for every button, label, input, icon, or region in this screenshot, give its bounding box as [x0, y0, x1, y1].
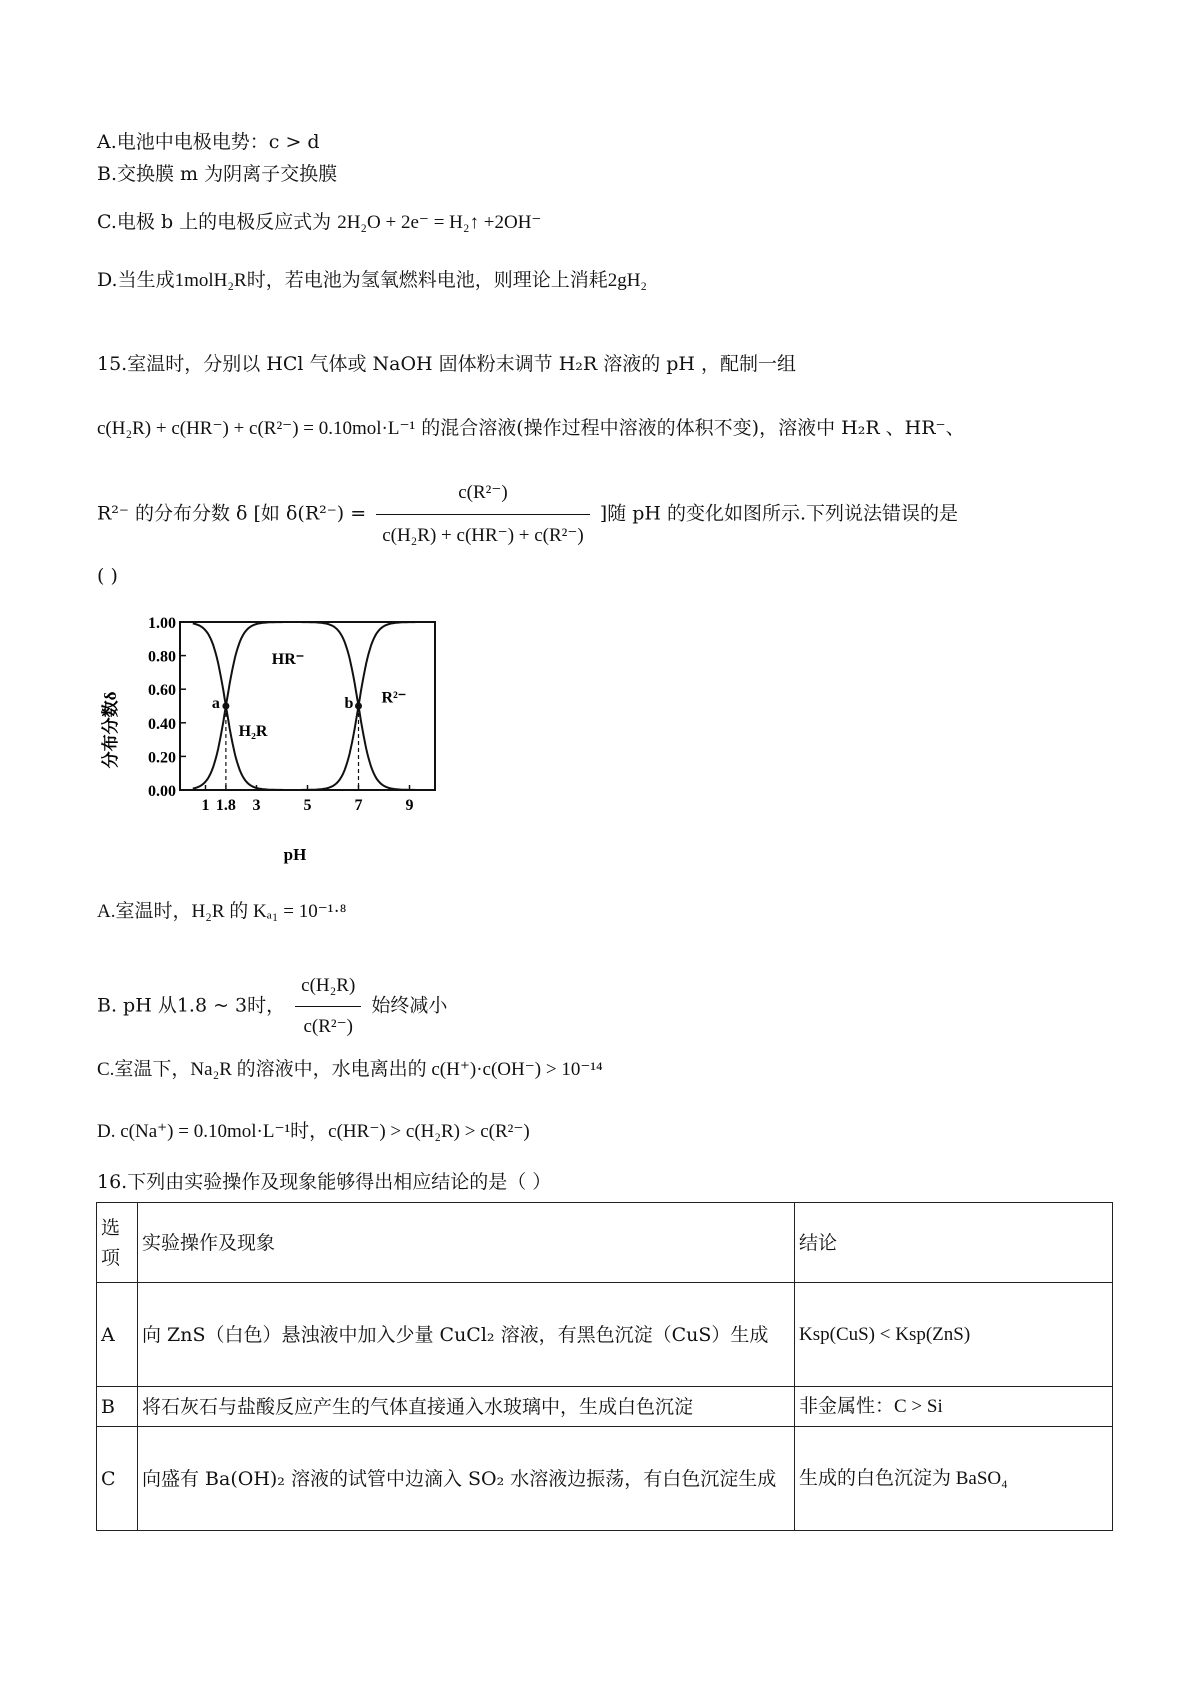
y-axis-label: 分布分数δ [101, 691, 120, 769]
row-option: B [97, 1387, 138, 1427]
table-row [97, 1283, 1113, 1387]
table-row [97, 1427, 1113, 1531]
series-label: H₂R [238, 723, 268, 741]
x-tick-label: 7 [354, 797, 363, 814]
q15-option-b-prefix: B. pH 从1.8 ~ 3时， [97, 994, 286, 1017]
row-option: C [97, 1427, 138, 1531]
row-operation: 向 ZnS（白色）悬浊液中加入少量 CuCl₂ 溶液，有黑色沉淀（CuS）生成 [138, 1283, 795, 1387]
q14-option-c-text: C.电极 b 上的电极反应式为 [97, 211, 332, 233]
q15-fraction [376, 474, 590, 555]
row-conclusion: 生成的白色沉淀为 BaSO₄ [795, 1427, 1113, 1531]
series-label: R²⁻ [381, 689, 407, 707]
q15-stem-line3 [97, 474, 958, 555]
point-label-b: b [344, 695, 354, 712]
table-header-row [97, 1203, 1113, 1283]
q15-stem-line1: 15.室温时，分别以 HCl 气体或 NaOH 固体粉末调节 H₂R 溶液的 pH ，配制一组 [97, 353, 797, 375]
q15-option-c: C.室温下，Na₂R 的溶液中，水电离出的 c(H⁺)·c(OH⁻) > 10⁻¹⁴ [97, 1059, 603, 1080]
q14-option-c [97, 210, 541, 235]
q15-option-b-numerator: c(H₂R) [295, 968, 361, 1007]
y-tick-label: 0.00 [148, 783, 176, 800]
y-tick-label: 1.00 [148, 615, 176, 632]
row-operation: 将石灰石与盐酸反应产生的气体直接通入水玻璃中，生成白色沉淀 [138, 1387, 795, 1427]
q16-stem: 16.下列由实验操作及现象能够得出相应结论的是（ ） [97, 1171, 552, 1193]
q14-option-d-end: 2gH₂ [607, 270, 648, 291]
x-tick-label: 1 [201, 797, 210, 814]
x-tick-label: 3 [252, 797, 261, 814]
q15-stem-line3-b: ]随 pH 的变化如图所示.下列说法错误的是 [599, 502, 959, 525]
table-row [97, 1387, 1113, 1427]
q14-option-c-equation: 2H₂O + 2e⁻ = H₂↑ +2OH⁻ [337, 212, 542, 233]
series-label: HR⁻ [271, 651, 305, 668]
q15-option-b-fraction [295, 968, 361, 1045]
y-tick-label: 0.40 [148, 715, 176, 733]
q14-option-a: A.电池中电极电势：c > d [97, 131, 320, 153]
q16-table [96, 1202, 1113, 1531]
q15-option-b-denominator: c(R²⁻) [303, 1016, 353, 1037]
q15-option-a: A.室温时，H₂R 的 Kₐ₁ = 10⁻¹·⁸ [97, 901, 347, 922]
x-axis-label: pH [283, 845, 307, 864]
row-conclusion: Ksp(CuS) < Ksp(ZnS) [795, 1283, 1113, 1387]
q15-stem-line3-a: R²⁻ 的分布分数 δ [如 δ(R²⁻) = [97, 502, 367, 525]
x-tick-label: 1.8 [215, 797, 236, 814]
point-label-a: a [211, 695, 220, 712]
q14-option-d-amount: 1molH₂R [174, 270, 247, 291]
row-option: A [97, 1283, 138, 1387]
q15-option-b-suffix: 始终减小 [371, 994, 448, 1017]
q15-sum-expression: c(H₂R) + c(HR⁻) + c(R²⁻) = 0.10mol·L⁻¹ [97, 418, 416, 439]
row-conclusion: 非金属性：C > Si [795, 1387, 1113, 1427]
q15-stem-line2-text: 的混合溶液(操作过程中溶液的体积不变)，溶液中 H₂R 、HR⁻、 [421, 417, 965, 439]
q15-stem-line2 [97, 416, 965, 441]
q15-fraction-numerator: c(R²⁻) [376, 474, 590, 515]
point-a [222, 703, 229, 710]
q15-option-b [97, 968, 447, 1045]
q14-option-d-prefix: D.当生成 [97, 269, 175, 291]
y-tick-label: 0.60 [148, 682, 176, 700]
header-operation: 实验操作及现象 [138, 1203, 795, 1283]
row-operation: 向盛有 Ba(OH)₂ 溶液的试管中边滴入 SO₂ 水溶液边振荡，有白色沉淀生成 [138, 1427, 795, 1531]
q15-answer-parens: ( ) [97, 565, 118, 587]
header-conclusion: 结论 [795, 1203, 1113, 1283]
distribution-chart [100, 612, 440, 872]
q14-option-d-mid: 时，若电池为氢氧燃料电池，则理论上消耗 [246, 269, 608, 291]
x-tick-label: 5 [303, 797, 312, 814]
q15-fraction-denominator: c(H₂R) + c(HR⁻) + c(R²⁻) [382, 525, 584, 546]
point-b [355, 703, 362, 710]
header-option: 选项 [97, 1203, 138, 1283]
q14-option-d [97, 268, 647, 293]
x-tick-label: 9 [405, 797, 414, 814]
y-tick-label: 0.80 [148, 648, 176, 666]
y-tick-label: 0.20 [148, 749, 176, 767]
q15-option-d: D. c(Na⁺) = 0.10mol·L⁻¹时，c(HR⁻) > c(H₂R) > c(R²⁻) [97, 1121, 530, 1142]
q14-option-b: B.交换膜 m 为阴离子交换膜 [97, 163, 338, 185]
